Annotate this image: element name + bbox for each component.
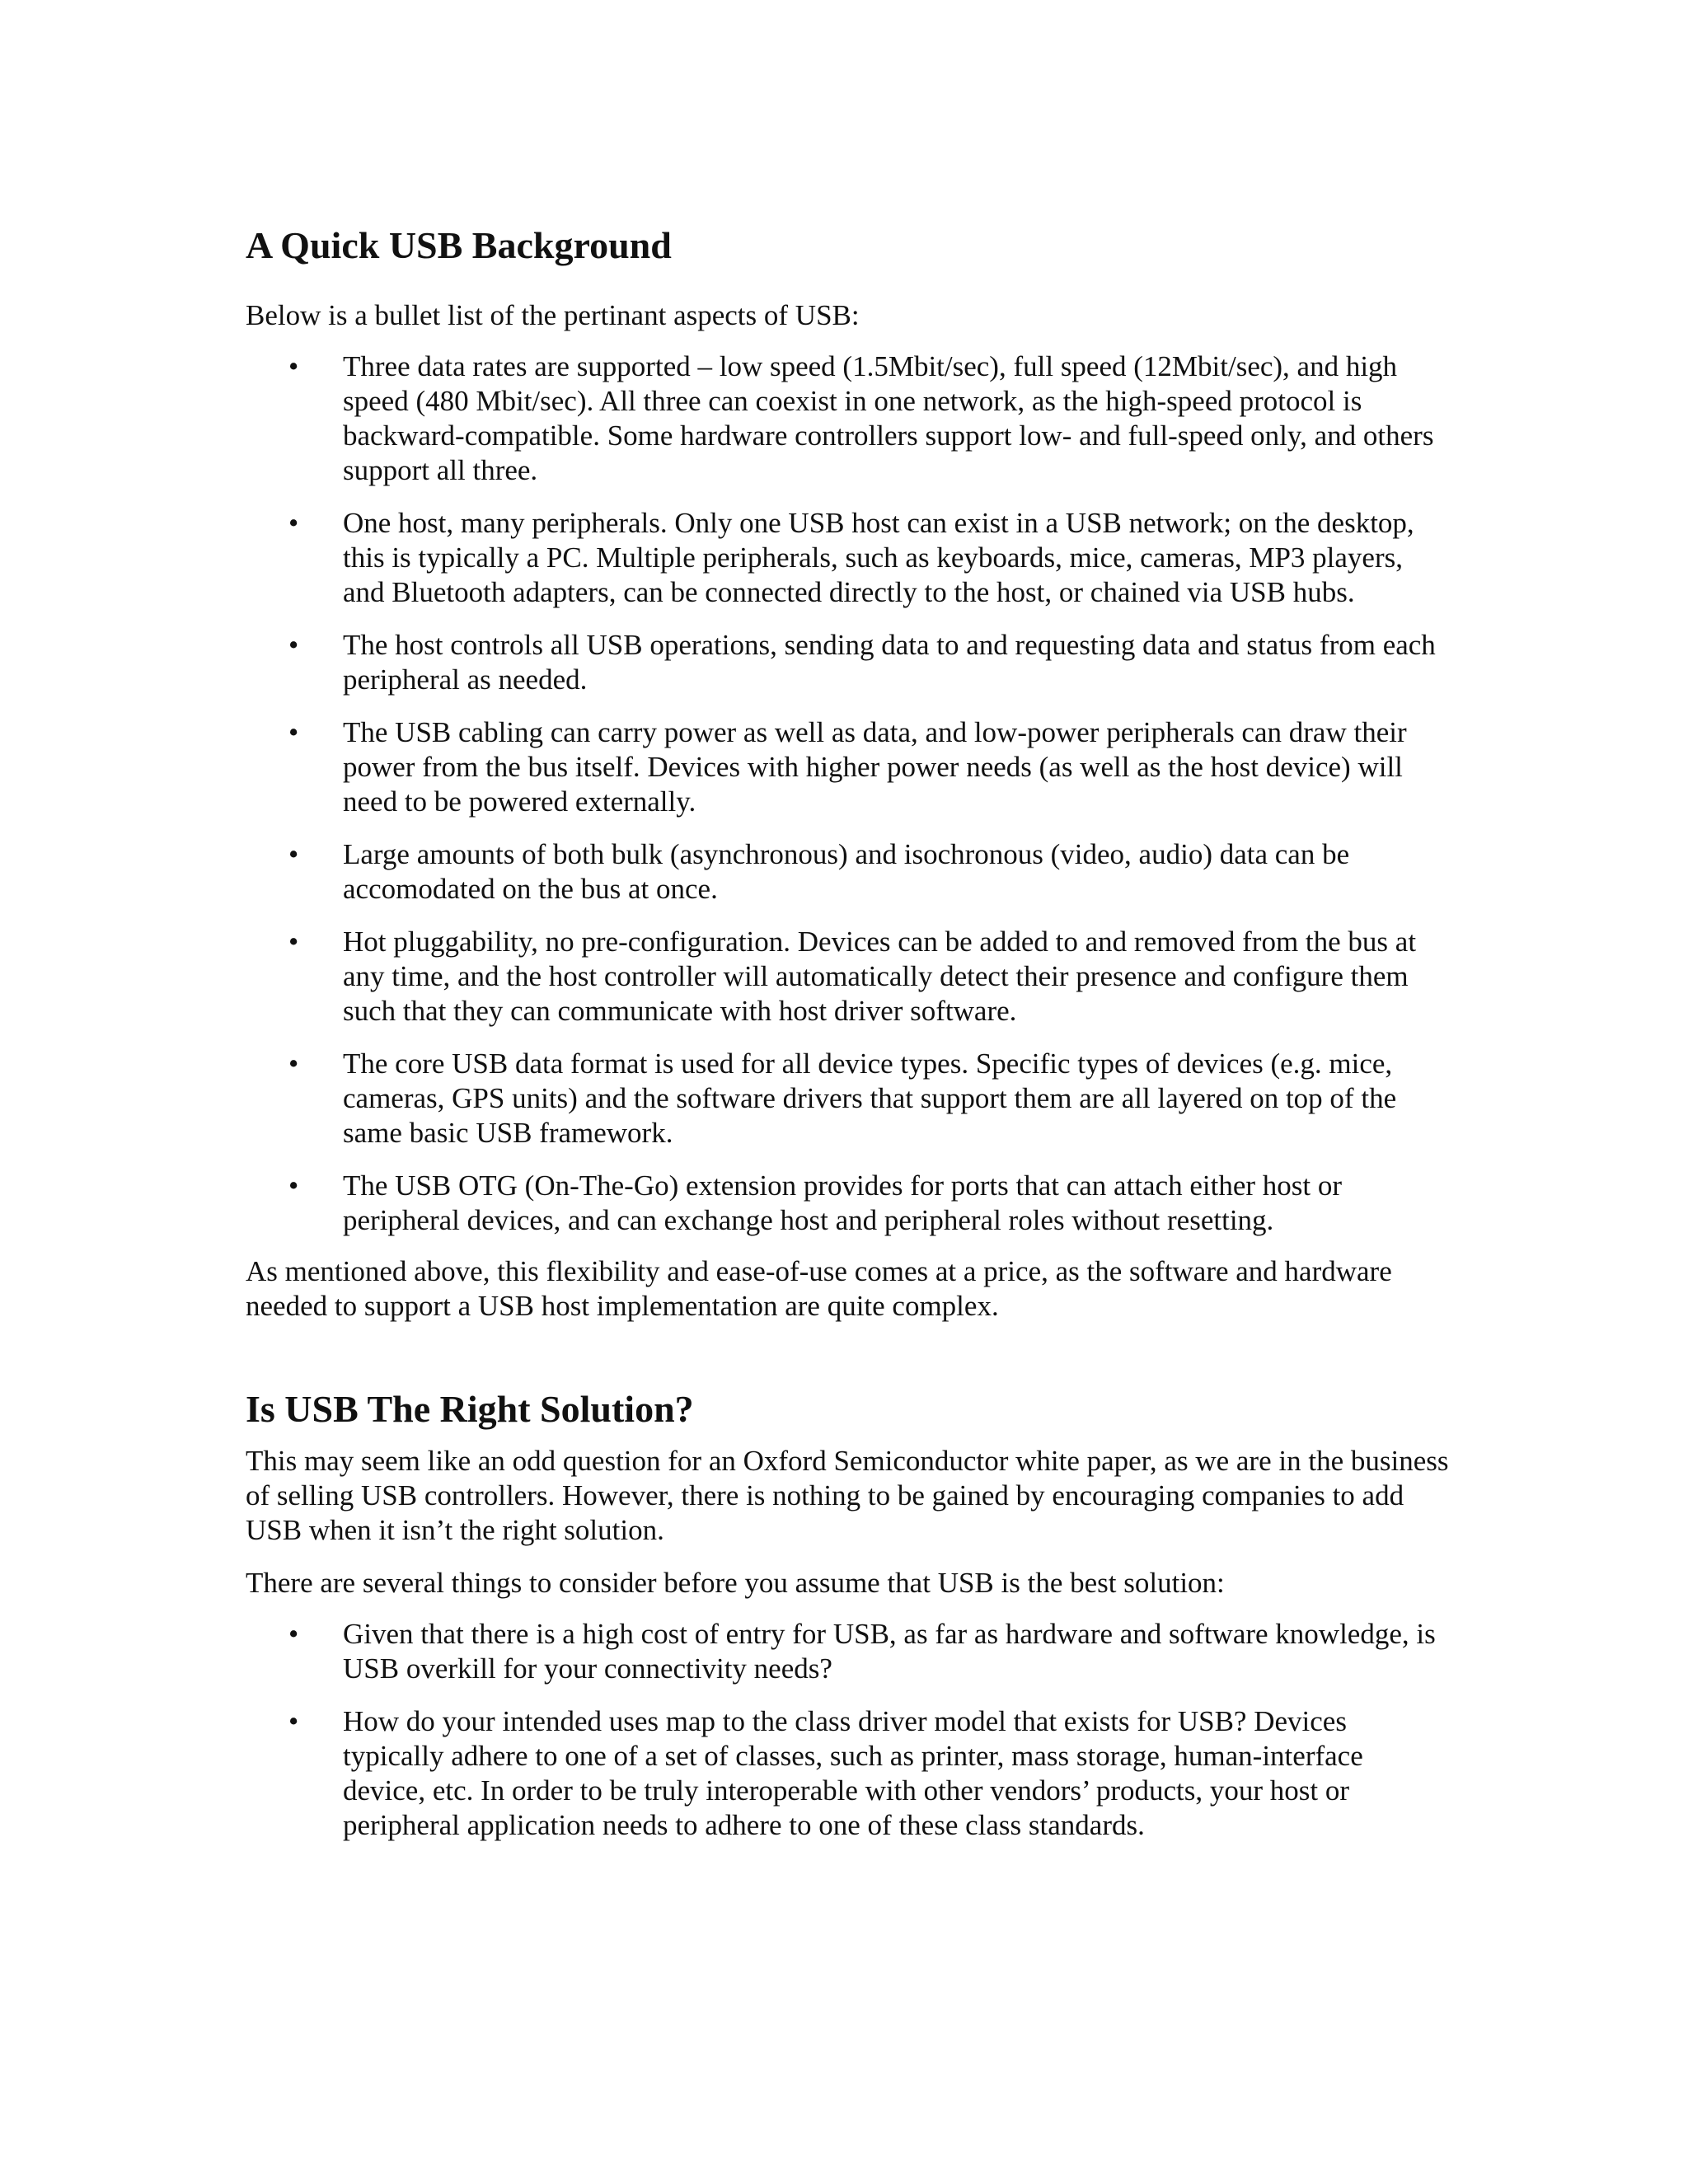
list-item-text: Large amounts of both bulk (asynchronous) and isochronous (video, audio) data can be accomodated on the bus at once. <box>343 838 1350 905</box>
bullet-icon: • <box>288 1705 299 1737</box>
bullet-icon: • <box>288 926 299 958</box>
list-item <box>246 349 1449 488</box>
list-item-text: How do your intended uses map to the class driver model that exists for USB? Devices typically adhere to one of a set of classes, such as printer, mass storage, human-interface device, etc. In order to be truly interoperable with other vendors’ products, your host or peripheral application needs to adhere to one of these class standards. <box>343 1705 1363 1841</box>
body-paragraph: There are several things to consider before you assume that USB is the best solution: <box>246 1567 1225 1599</box>
section-heading-usb-background: A Quick USB Background <box>246 224 672 266</box>
list-item <box>246 837 1449 907</box>
list-item-text: Three data rates are supported – low speed (1.5Mbit/sec), full speed (12Mbit/sec), and high speed (480 Mbit/sec). All three can coexist in one network, as the high-speed protocol is backward-compatible. Some hardware controllers support low- and full-speed only, and others support all three. <box>343 350 1434 486</box>
list-item <box>246 628 1449 697</box>
list-item <box>246 1047 1449 1151</box>
document-page <box>246 223 1449 1843</box>
intro-paragraph: Below is a bullet list of the pertinant aspects of USB: <box>246 299 860 331</box>
list-item-text: The core USB data format is used for all device types. Specific types of devices (e.g. mice, cameras, GPS units) and the software drivers that support them are all layered on top of the same basic USB framework. <box>343 1047 1397 1149</box>
body-paragraph: This may seem like an odd question for an Oxford Semiconductor white paper, as we are in the business of selling USB controllers. However, there is nothing to be gained by encouraging companies to add USB when it isn’t the right solution. <box>246 1445 1449 1546</box>
list-item-text: The USB OTG (On-The-Go) extension provides for ports that can attach either host or peripheral devices, and can exchange host and peripheral roles without resetting. <box>343 1169 1343 1236</box>
bullet-icon: • <box>288 716 299 748</box>
bullet-icon: • <box>288 507 299 539</box>
list-item-text: Given that there is a high cost of entry for USB, as far as hardware and software knowledge, is USB overkill for your connectivity needs? <box>343 1618 1436 1685</box>
list-item-text: The USB cabling can carry power as well as data, and low-power peripherals can draw their power from the bus itself. Devices with higher power needs (as well as the host device) will need to be powered externally. <box>343 716 1407 818</box>
bullet-icon: • <box>288 1047 299 1080</box>
closing-paragraph: As mentioned above, this flexibility and ease-of-use comes at a price, as the software and hardware needed to support a USB host implementation are quite complex. <box>246 1255 1392 1322</box>
bullet-icon: • <box>288 838 299 870</box>
list-item <box>246 1704 1449 1843</box>
bullet-icon: • <box>288 1618 299 1650</box>
list-item-text: One host, many peripherals. Only one USB host can exist in a USB network; on the desktop, this is typically a PC. Multiple peripherals, such as keyboards, mice, cameras, MP3 players, and Bluetooth adapters, can be connected directly to the host, or chained via USB hubs. <box>343 507 1414 608</box>
list-item <box>246 506 1449 610</box>
list-item <box>246 715 1449 819</box>
bullet-icon: • <box>288 629 299 661</box>
list-item-text: Hot pluggability, no pre-configuration. Devices can be added to and removed from the bus at any time, and the host controller will automatically detect their presence and configure them such that they can communicate with host driver software. <box>343 926 1417 1027</box>
bullet-icon: • <box>288 1169 299 1202</box>
list-item <box>246 925 1449 1029</box>
considerations-list <box>246 1617 1449 1843</box>
list-item <box>246 1617 1449 1686</box>
section-heading-right-solution: Is USB The Right Solution? <box>246 1388 694 1430</box>
list-item <box>246 1169 1449 1238</box>
list-item-text: The host controls all USB operations, sending data to and requesting data and status from each peripheral as needed. <box>343 629 1436 696</box>
bullet-icon: • <box>288 350 299 382</box>
usb-aspects-list <box>246 349 1449 1238</box>
